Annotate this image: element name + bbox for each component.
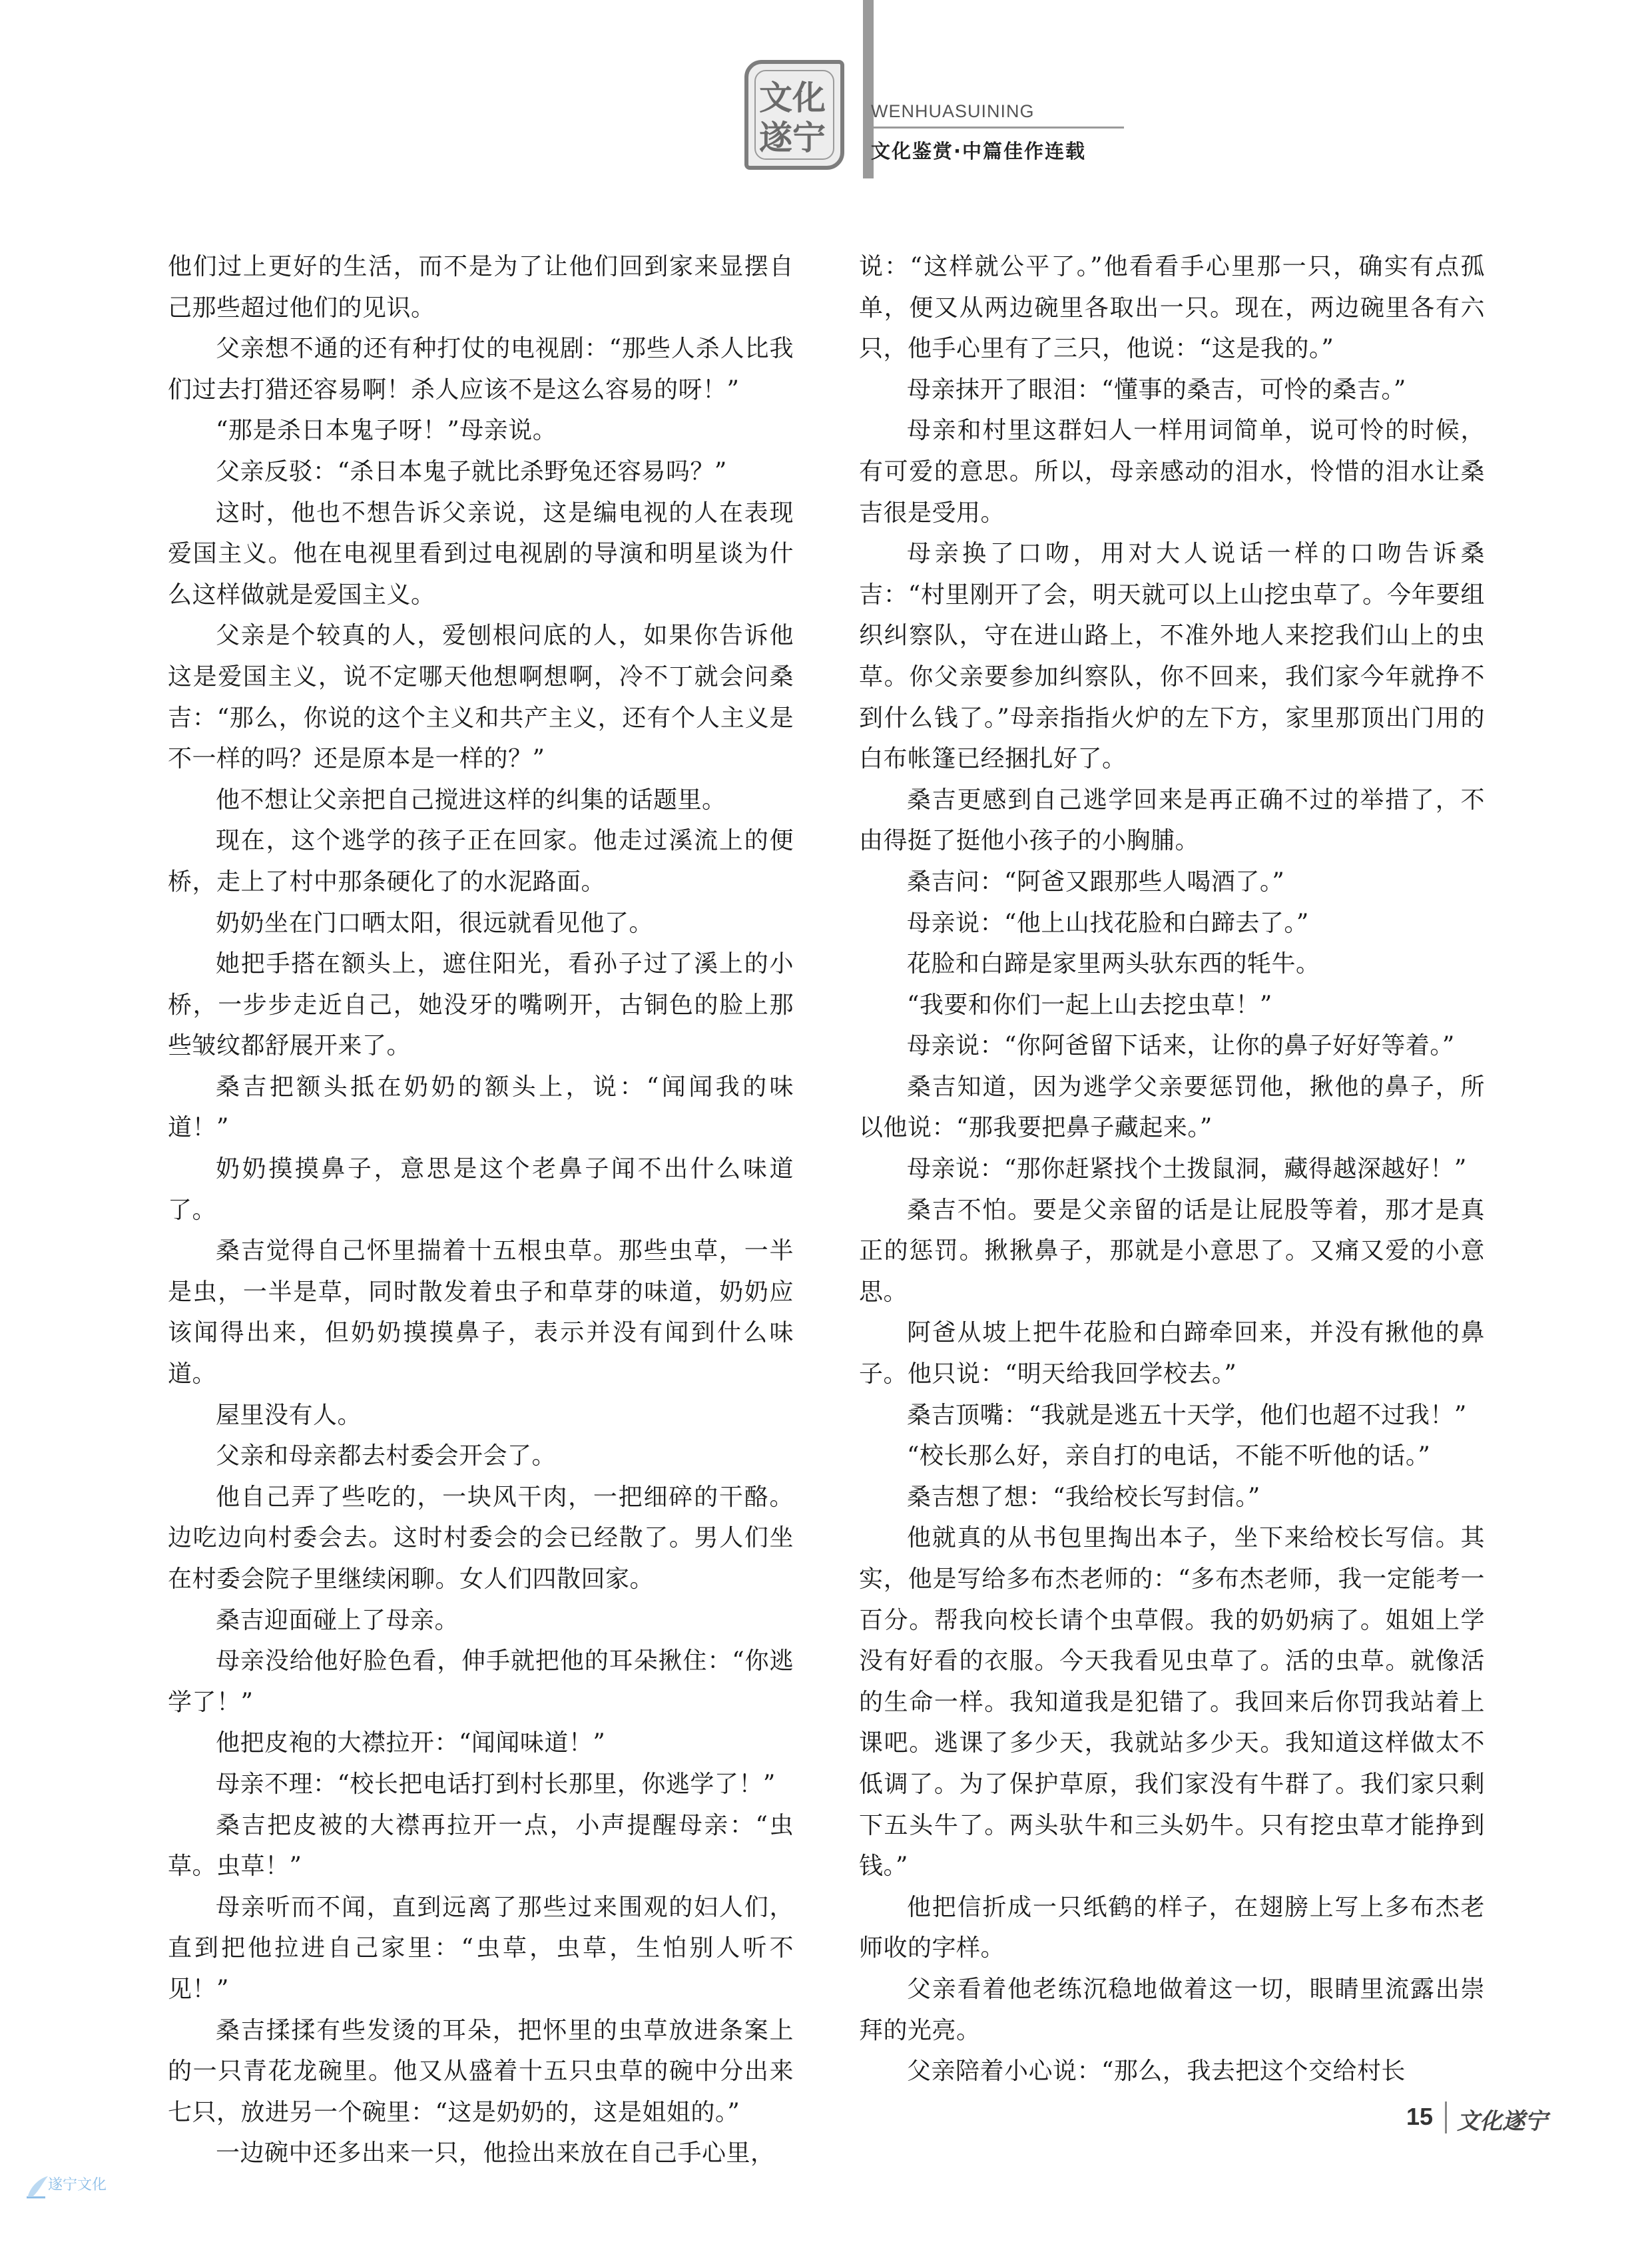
paragraph: 他就真的从书包里掏出本子，坐下来给校长写信。其实，他是写给多布杰老师的：“多布杰老师，我一定能考一百分。帮我向校长请个虫草假。我的奶奶病了。姐姐上学没有好看的衣服。今天我看见虫草了。活的虫草。就像活的生命一样。我知道我是犯错了。我回来后你罚我站着上课吧。逃课了多少天，我就站多少天。我知道这样做太不低调了。为了保护草原，我们家没有牛群了。我们家只剩下五头牛了。两头驮牛和三头奶牛。只有挖虫草才能挣到钱。” [859, 1524, 1485, 1880]
paragraph: 桑吉更感到自己逃学回来是再正确不过的举措了，不由得挺了挺他小孩子的小胸脯。 [859, 786, 1485, 855]
watermark [25, 2173, 158, 2220]
paragraph: 桑吉揉揉有些发烫的耳朵，把怀里的虫草放进条案上的一只青花龙碗里。他又从盛着十五只虫草的碗中分出来七只，放进另一个碗里：“这是奶奶的，这是姐姐的。” [168, 2016, 794, 2126]
paragraph: 父亲反驳：“杀日本鬼子就比杀野兔还容易吗？” [216, 457, 727, 485]
paragraph: “校长那么好，亲自打的电话，不能不听他的话。” [907, 1442, 1431, 1470]
paragraph: 父亲是个较真的人，爱刨根问底的人，如果你告诉他这是爱国主义，说不定哪天他想啊想啊，冷不丁就会问桑吉：“那么，你说的这个主义和共产主义，还有个人主义是不一样的吗？还是原本是一样的？” [168, 622, 794, 773]
paragraph: 父亲看着他老练沉稳地做着这一切，眼睛里流露出崇拜的光亮。 [859, 1975, 1485, 2044]
paragraph: 桑吉顶嘴：“我就是逃五十天学，他们也超不过我！” [907, 1401, 1467, 1429]
paragraph: 一边碗中还多出来一只，他捡出来放在自己手心里， [216, 2139, 775, 2167]
paragraph: 母亲听而不闻，直到远离了那些过来围观的妇人们，直到把他拉进自己家里：“虫草，虫草，生怕别人听不见！” [168, 1893, 794, 2003]
paragraph: 他不想让父亲把自己搅进这样的纠集的话题里。 [216, 786, 726, 814]
paragraph: 桑吉迎面碰上了母亲。 [216, 1606, 459, 1634]
paragraph: 屋里没有人。 [216, 1401, 362, 1429]
paragraph: 桑吉问：“阿爸又跟那些人喝酒了。” [907, 868, 1285, 896]
logo-seal-icon [752, 68, 836, 162]
paragraph: 桑吉把额头抵在奶奶的额头上，说：“闻闻我的味道！” [168, 1073, 794, 1142]
paragraph: 现在，这个逃学的孩子正在回家。他走过溪流上的便桥，走上了村中那条硬化了的水泥路面。 [168, 827, 794, 896]
paragraph: 他们过上更好的生活，而不是为了让他们回到家来显摆自己那些超过他们的见识。 [168, 253, 794, 322]
paragraph: 奶奶摸摸鼻子，意思是这个老鼻子闻不出什么味道了。 [168, 1155, 794, 1224]
brand-underline [871, 127, 1124, 129]
paragraph: 母亲换了口吻，用对大人说话一样的口吻告诉桑吉：“村里刚开了会，明天就可以上山挖虫草了。今年要组织纠察队，守在进山路上，不准外地人来挖我们山上的虫草。你父亲要参加纠察队，你不回来，我们家今年就挣不到什么钱了。”母亲指指火炉的左下方，家里那顶出门用的白布帐篷已经捆扎好了。 [859, 540, 1485, 773]
brand-name: WENHUASUINING [871, 101, 1035, 121]
paragraph: “那是杀日本鬼子呀！”母亲说。 [216, 417, 557, 445]
paragraph: 父亲陪着小心说：“那么，我去把这个交给村长 [907, 2058, 1406, 2086]
paragraph: 她把手搭在额头上，遮住阳光，看孙子过了溪上的小桥，一步步走近自己，她没牙的嘴咧开，古铜色的脸上那些皱纹都舒展开来了。 [168, 950, 794, 1060]
section-title: 文化鉴赏·中篇佳作连载 [871, 140, 1087, 162]
paragraph: 奶奶坐在门口晒太阳，很远就看见他了。 [216, 909, 654, 937]
paragraph: 母亲不理：“校长把电话打到村长那里，你逃学了！” [216, 1770, 776, 1798]
wing-icon [25, 2173, 49, 2200]
paragraph: 他把信折成一只纸鹤的样子，在翅膀上写上多布杰老师收的字样。 [859, 1893, 1485, 1962]
paragraph: 母亲没给他好脸色看，伸手就把他的耳朵揪住：“你逃学了！” [168, 1647, 794, 1716]
paragraph: 母亲抹开了眼泪：“懂事的桑吉，可怜的桑吉。” [907, 376, 1406, 404]
paragraph: 他把皮袍的大襟拉开：“闻闻味道！” [216, 1729, 606, 1757]
footer-brand: 文化遂宁 [1457, 2108, 1547, 2135]
page-footer [0, 2098, 1652, 2242]
paragraph: 这时，他也不想告诉父亲说，这是编电视的人在表现爱国主义。他在电视里看到过电视剧的导演和明星谈为什么这样做就是爱国主义。 [168, 499, 794, 609]
paragraph: “我要和你们一起上山去挖虫草！” [907, 991, 1272, 1019]
watermark-text: 遂宁文化 [48, 2177, 107, 2193]
paragraph: 花脸和白蹄是家里两头驮东西的牦牛。 [907, 950, 1320, 978]
footer-divider [1445, 2102, 1447, 2133]
paragraph: 桑吉觉得自己怀里揣着十五根虫草。那些虫草，一半是虫，一半是草，同时散发着虫子和草芽的味道，奶奶应该闻得出来，但奶奶摸摸鼻子，表示并没有闻到什么味道。 [168, 1237, 794, 1388]
paragraph: 母亲和村里这群妇人一样用词简单，说可怜的时候，有可爱的意思。所以，母亲感动的泪水，怜惜的泪水让桑吉很是受用。 [859, 417, 1485, 527]
paragraph: 母亲说：“他上山找花脸和白蹄去了。” [907, 909, 1309, 937]
paragraph: 桑吉不怕。要是父亲留的话是让屁股等着，那才是真正的惩罚。揪揪鼻子，那就是小意思了。又痛又爱的小意思。 [859, 1196, 1485, 1306]
paragraph: 桑吉把皮被的大襟再拉开一点，小声提醒母亲：“虫草。虫草！” [168, 1811, 794, 1880]
paragraph: 父亲和母亲都去村委会开会了。 [216, 1442, 557, 1470]
page-number: 15 [1406, 2103, 1434, 2130]
paragraph: 母亲说：“那你赶紧找个土拨鼠洞，藏得越深越好！” [907, 1155, 1467, 1183]
svg-text:遂宁: 遂宁 [759, 119, 826, 157]
left-column [168, 246, 794, 2174]
paragraph: 桑吉知道，因为逃学父亲要惩罚他，揪他的鼻子，所以他说：“那我要把鼻子藏起来。” [859, 1073, 1485, 1142]
paragraph: 桑吉想了想：“我给校长写封信。” [907, 1483, 1260, 1511]
logo-seal [744, 60, 844, 170]
paragraph: 说：“这样就公平了。”他看看手心里那一只，确实有点孤单，便又从两边碗里各取出一只。现在，两边碗里各有六只，他手心里有了三只，他说：“这是我的。” [859, 253, 1485, 363]
paragraph: 阿爸从坡上把牛花脸和白蹄牵回来，并没有揪他的鼻子。他只说：“明天给我回学校去。” [859, 1319, 1485, 1388]
paragraph: 母亲说：“你阿爸留下话来，让你的鼻子好好等着。” [907, 1032, 1455, 1060]
right-column [859, 246, 1485, 2092]
svg-text:文化: 文化 [759, 79, 826, 117]
paragraph: 他自己弄了些吃的，一块风干肉，一把细碎的干酪。边吃边向村委会去。这时村委会的会已经散了。男人们坐在村委会院子里继续闲聊。女人们四散回家。 [168, 1483, 794, 1593]
paragraph: 父亲想不通的还有种打仗的电视剧：“那些人杀人比我们过去打猎还容易啊！杀人应该不是这么容易的呀！” [168, 335, 794, 404]
page-header [0, 0, 1652, 180]
